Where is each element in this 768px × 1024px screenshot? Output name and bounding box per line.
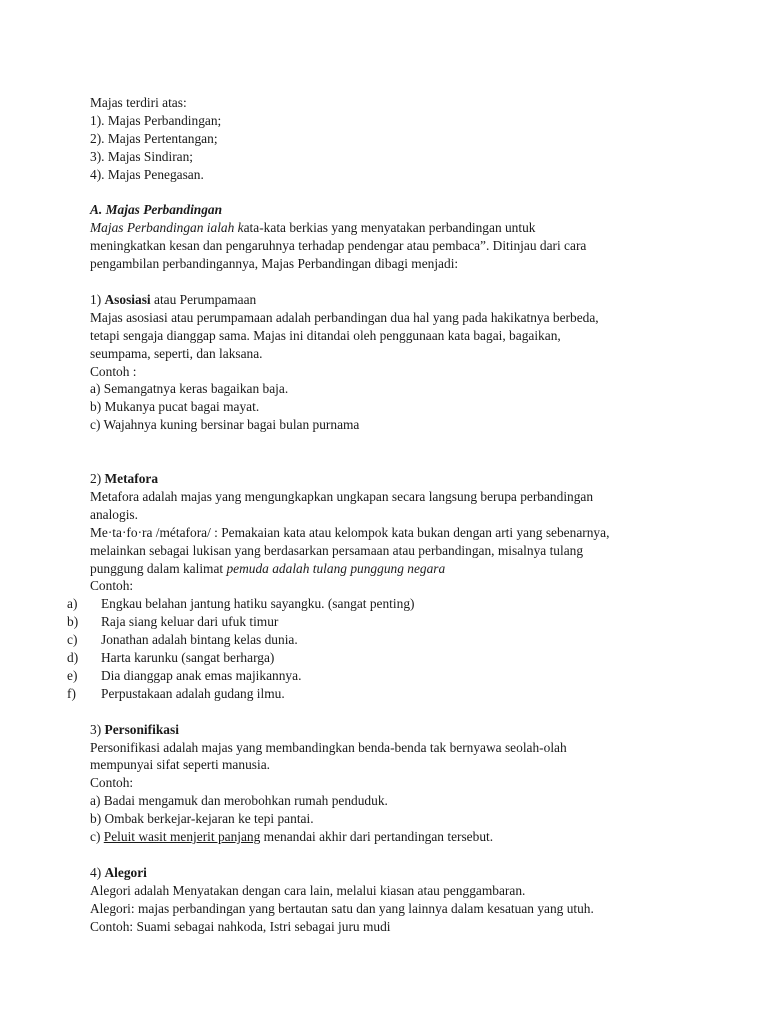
alegori-desc: Alegori adalah Menyatakan dengan cara lain, melalui kiasan atau penggambaran. bbox=[90, 882, 526, 898]
intro-item: 2). Majas Pertentangan; bbox=[90, 130, 218, 146]
metafora-italic-example: pemuda adalah tulang punggung negara bbox=[226, 560, 446, 576]
document-body bbox=[67, 94, 690, 936]
alegori-desc: Contoh: Suami sebagai nahkoda, Istri sebagai juru mudi bbox=[90, 918, 391, 934]
asosiasi-example: c) Wajahnya kuning bersinar bagai bulan purnama bbox=[90, 417, 360, 433]
asosiasi-desc: seumpama, seperti, dan laksana. bbox=[90, 345, 263, 361]
metafora-example: c) Jonathan adalah bintang kelas dunia. bbox=[67, 632, 298, 648]
metafora-example: a) Engkau belahan jantung hatiku sayangku. (sangat penting) bbox=[67, 596, 415, 612]
metafora-desc: Metafora adalah majas yang mengungkapkan ungkapan secara langsung berupa perbandingan bbox=[90, 488, 594, 504]
section-a-paragraph-line: Majas Perbandingan ialah kata-kata berkias yang menyatakan perbandingan untuk bbox=[90, 220, 536, 236]
asosiasi-example: b) Mukanya pucat bagai mayat. bbox=[90, 399, 260, 415]
asosiasi-example: a) Semangatnya keras bagaikan baja. bbox=[90, 381, 289, 397]
asosiasi-heading: 1) Asosiasi atau Perumpamaan bbox=[90, 291, 257, 307]
personifikasi-heading: 3) Personifikasi bbox=[90, 721, 179, 737]
example-letter: e) bbox=[67, 667, 78, 683]
intro-title: Majas terdiri atas: bbox=[90, 95, 187, 110]
metafora-example: e) Dia dianggap anak emas majikannya. bbox=[67, 667, 302, 683]
example-letter: d) bbox=[67, 650, 79, 666]
asosiasi-contoh-label: Contoh : bbox=[90, 363, 137, 379]
personifikasi-example: b) Ombak berkejar-kejaran ke tepi pantai. bbox=[90, 811, 314, 827]
intro-item: 4). Majas Penegasan. bbox=[90, 166, 204, 182]
example-letter: a) bbox=[67, 596, 78, 612]
personifikasi-desc: mempunyai sifat seperti manusia. bbox=[90, 757, 270, 773]
example-letter: f) bbox=[67, 685, 76, 701]
section-a-paragraph-line: meningkatkan kesan dan pengaruhnya terhadap pendengar atau pembaca”. Ditinjau dari cara bbox=[90, 238, 587, 254]
section-a-paragraph-line: pengambilan perbandingannya, Majas Perbandingan dibagi menjadi: bbox=[90, 256, 459, 272]
asosiasi-desc: Majas asosiasi atau perumpamaan adalah perbandingan dua hal yang pada hakikatnya berbeda, bbox=[90, 309, 599, 325]
metafora-contoh-label: Contoh: bbox=[90, 578, 134, 594]
alegori-heading: 4) Alegori bbox=[90, 864, 147, 880]
metafora-example: b) Raja siang keluar dari ufuk timur bbox=[67, 614, 279, 630]
personifikasi-contoh-label: Contoh: bbox=[90, 775, 134, 791]
personifikasi-desc: Personifikasi adalah majas yang membandingkan benda-benda tak bernyawa seolah-olah bbox=[90, 739, 567, 755]
example-letter: c) bbox=[67, 632, 78, 648]
asosiasi-desc: tetapi sengaja dianggap sama. Majas ini ditandai oleh penggunaan kata bagai, bagaikan, bbox=[90, 327, 561, 343]
metafora-example: d) Harta karunku (sangat berharga) bbox=[67, 650, 275, 666]
metafora-desc: Me·ta·fo·ra /métafora/ : Pemakaian kata atau kelompok kata bukan dengan arti yang sebenarnya, bbox=[90, 524, 610, 540]
personifikasi-example: a) Badai mengamuk dan merobohkan rumah penduduk. bbox=[90, 793, 388, 809]
metafora-example: f) Perpustakaan adalah gudang ilmu. bbox=[67, 685, 285, 701]
metafora-desc: melainkan sebagai lukisan yang berdasarkan persamaan atau perbandingan, misalnya tulang bbox=[90, 542, 584, 558]
alegori-desc: Alegori: majas perbandingan yang bertautan satu dan yang lainnya dalam kesatuan yang utuh. bbox=[90, 900, 594, 916]
section-a-heading: A. Majas Perbandingan bbox=[90, 202, 223, 218]
underlined-phrase: Peluit wasit menjerit panjang bbox=[103, 829, 261, 845]
metafora-desc: punggung dalam kalimat pemuda adalah tulang punggung negara bbox=[90, 560, 446, 576]
intro-item: 3). Majas Sindiran; bbox=[90, 148, 194, 164]
section-a-italic-term: Majas Perbandingan ialah k bbox=[90, 220, 244, 236]
intro-item: 1). Majas Perbandingan; bbox=[90, 112, 222, 128]
metafora-heading: 2) Metafora bbox=[90, 470, 159, 486]
personifikasi-example: c) Peluit wasit menjerit panjang menandai akhir dari pertandingan tersebut. bbox=[90, 829, 494, 845]
metafora-desc: analogis. bbox=[90, 506, 138, 522]
example-letter: b) bbox=[67, 614, 79, 630]
